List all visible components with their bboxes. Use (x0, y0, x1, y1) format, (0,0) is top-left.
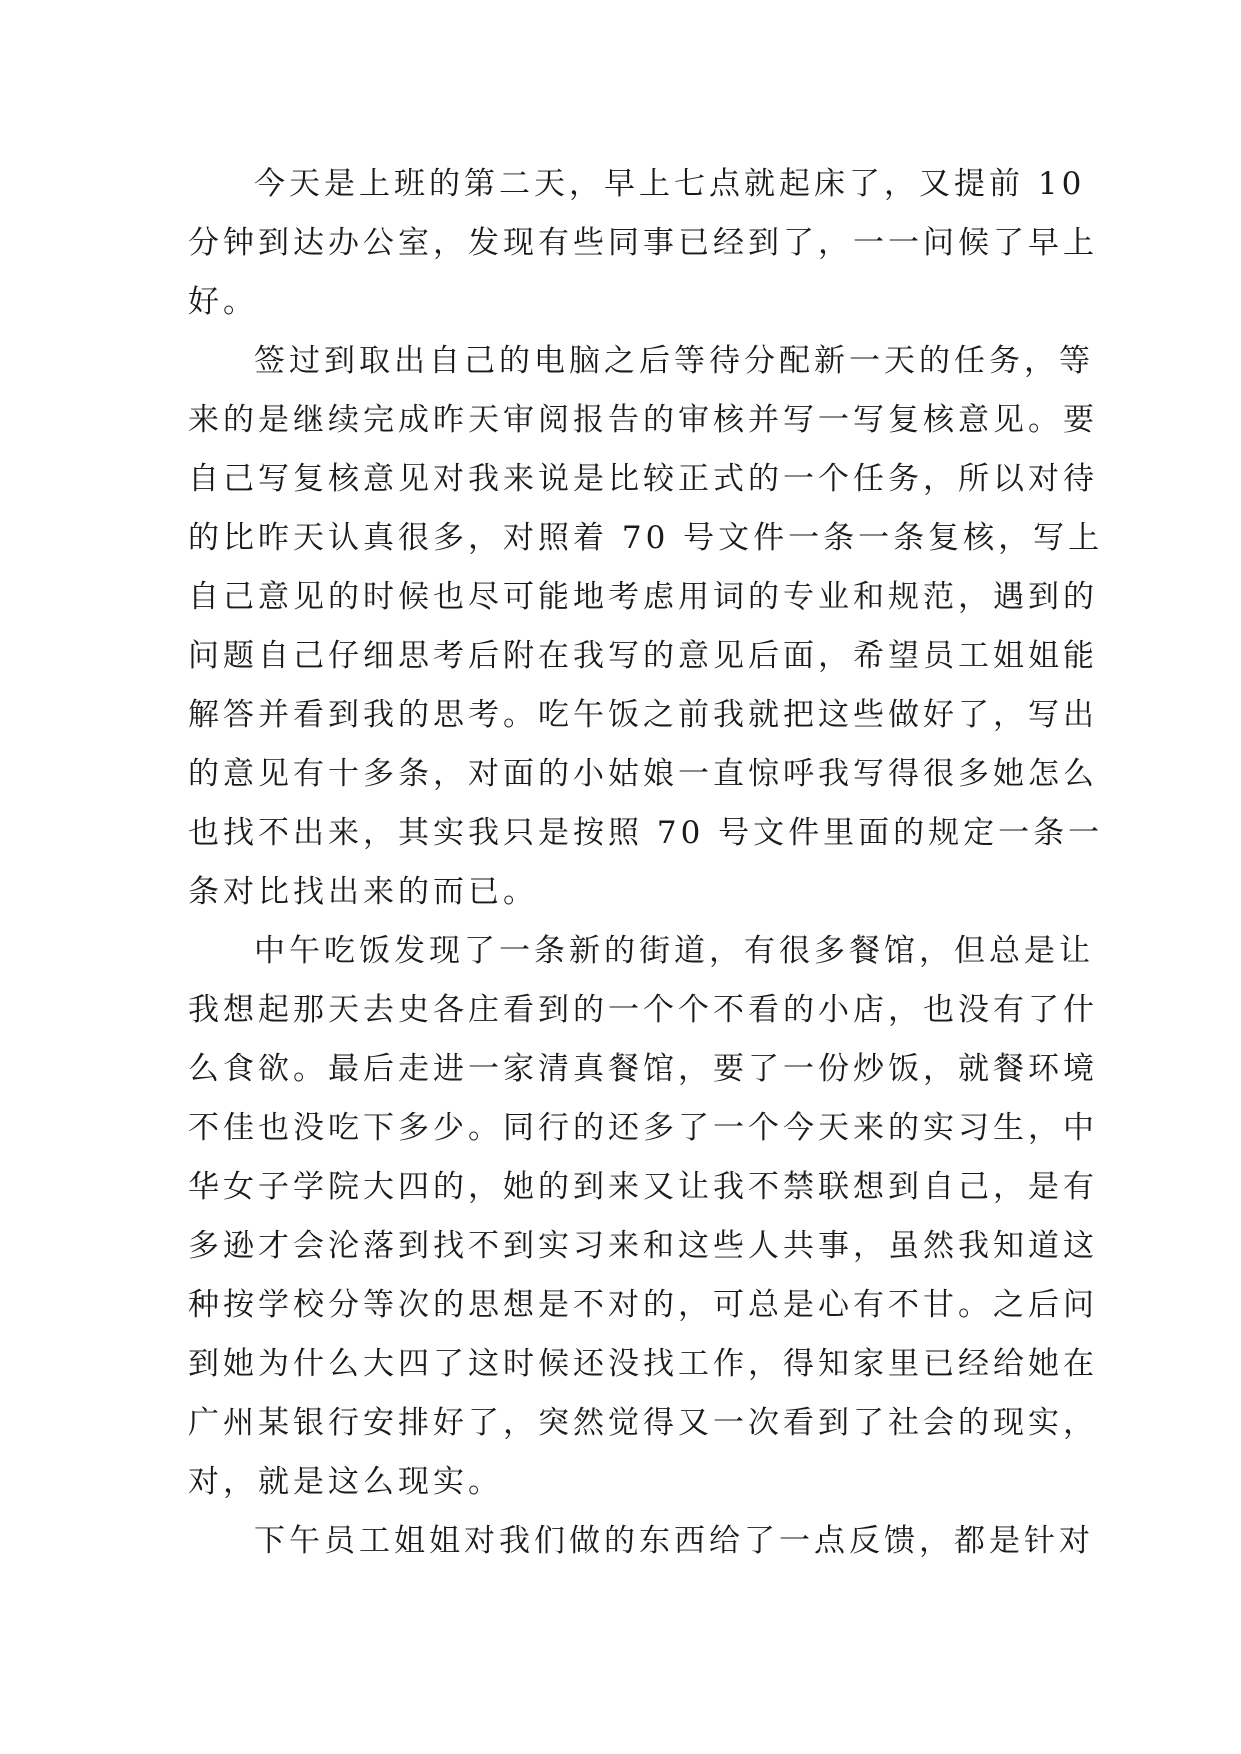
text-line: 中午吃饭发现了一条新的街道，有很多餐馆，但总是让 (254, 933, 1094, 969)
paragraph (188, 155, 1098, 332)
text-line: 下午员工姐姐对我们做的东西给了一点反馈，都是针对 (254, 1523, 1094, 1559)
text-line: 的比昨天认真很多，对照着 70 号文件一条一条复核，写上 (188, 520, 1104, 556)
text-line: 今天是上班的第二天，早上七点就起床了，又提前 10 (254, 166, 1086, 202)
text-line: 也找不出来，其实我只是按照 70 号文件里面的规定一条一 (188, 815, 1104, 851)
paragraph (188, 1512, 1094, 1571)
text-line: 种按学校分等次的思想是不对的，可总是心有不甘。之后问 (188, 1287, 1098, 1323)
text-line: 不佳也没吃下多少。同行的还多了一个今天来的实习生，中 (188, 1110, 1098, 1146)
text-line: 我想起那天去史各庄看到的一个个不看的小店，也没有了什 (188, 992, 1098, 1028)
document-body (188, 155, 1104, 1571)
text-line: 广州某银行安排好了，突然觉得又一次看到了社会的现实， (188, 1405, 1098, 1441)
text-line: 来的是继续完成昨天审阅报告的审核并写一写复核意见。要 (188, 402, 1098, 438)
text-line: 分钟到达办公室，发现有些同事已经到了，一一问候了早上 (188, 225, 1098, 261)
text-line: 自己意见的时候也尽可能地考虑用词的专业和规范，遇到的 (188, 579, 1098, 615)
text-line: 条对比找出来的而已。 (188, 874, 538, 910)
text-line: 的意见有十多条，对面的小姑娘一直惊呼我写得很多她怎么 (188, 756, 1098, 792)
text-line: 自己写复核意见对我来说是比较正式的一个任务，所以对待 (188, 461, 1098, 497)
text-line: 多逊才会沦落到找不到实习来和这些人共事，虽然我知道这 (188, 1228, 1098, 1264)
text-line: 好。 (188, 284, 258, 320)
paragraph (188, 922, 1098, 1512)
text-line: 到她为什么大四了这时候还没找工作，得知家里已经给她在 (188, 1346, 1098, 1382)
text-line: 解答并看到我的思考。吃午饭之前我就把这些做好了，写出 (188, 697, 1098, 733)
text-line: 么食欲。最后走进一家清真餐馆，要了一份炒饭，就餐环境 (188, 1051, 1098, 1087)
text-line: 问题自己仔细思考后附在我写的意见后面，希望员工姐姐能 (188, 638, 1098, 674)
text-line: 华女子学院大四的，她的到来又让我不禁联想到自己，是有 (188, 1169, 1098, 1205)
text-line: 签过到取出自己的电脑之后等待分配新一天的任务，等 (254, 343, 1094, 379)
paragraph (188, 332, 1104, 922)
text-line: 对，就是这么现实。 (188, 1464, 503, 1500)
